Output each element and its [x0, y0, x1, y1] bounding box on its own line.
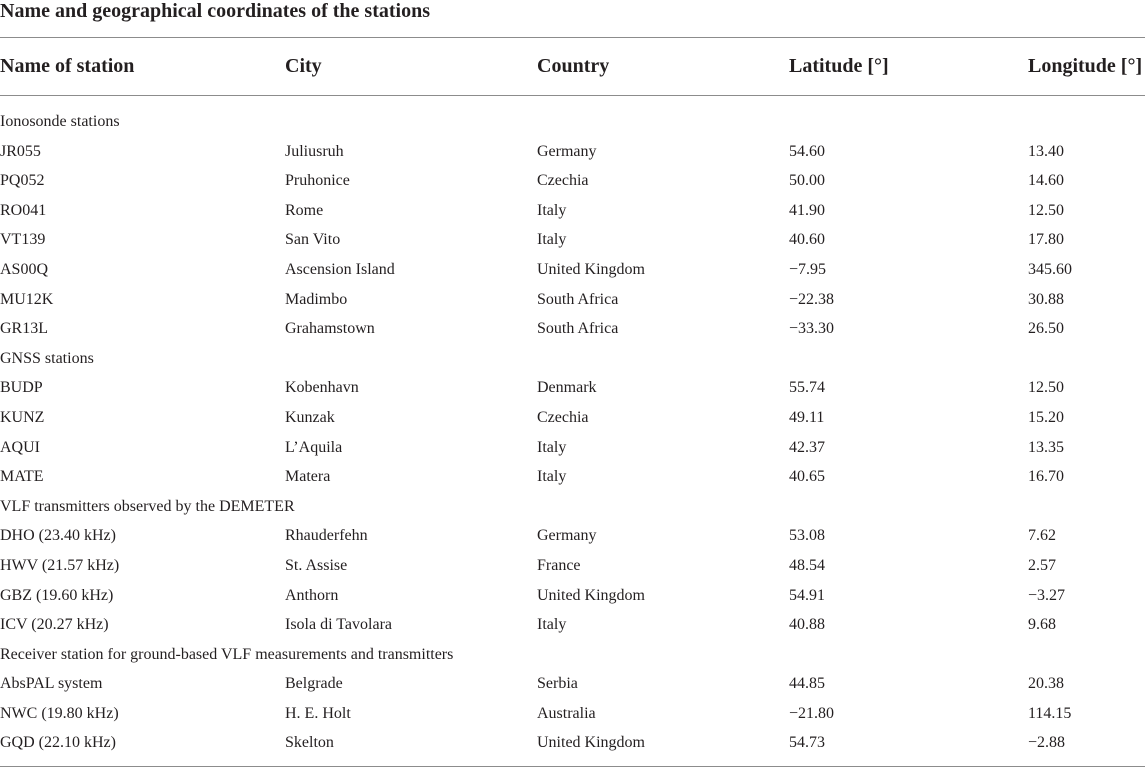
city-cell: Pruhonice: [285, 172, 350, 190]
table-row: [0, 196, 1145, 226]
longitude-cell: −3.27: [1028, 586, 1066, 604]
table-row: [0, 610, 1145, 640]
latitude-cell: 44.85: [789, 675, 825, 693]
latitude-cell: −7.95: [789, 260, 827, 278]
group-header-row: [0, 344, 1145, 374]
station-name-cell: GBZ (19.60 kHz): [0, 586, 114, 604]
table-row: [0, 581, 1145, 611]
country-cell: Italy: [537, 231, 567, 249]
city-cell: Matera: [285, 468, 331, 486]
country-cell: Germany: [537, 142, 597, 160]
table-row: [0, 137, 1145, 167]
station-name-cell: JR055: [0, 142, 41, 160]
latitude-cell: 40.60: [789, 231, 825, 249]
city-cell: L’Aquila: [285, 438, 343, 456]
table-row: [0, 521, 1145, 551]
station-name-cell: PQ052: [0, 172, 45, 190]
table-row: [0, 699, 1145, 729]
city-cell: Grahamstown: [285, 320, 375, 338]
table-row: [0, 728, 1145, 758]
table-row: [0, 166, 1145, 196]
latitude-cell: 54.60: [789, 142, 825, 160]
header-rule: [0, 95, 1145, 96]
city-cell: Isola di Tavolara: [285, 616, 392, 634]
longitude-cell: 26.50: [1028, 320, 1064, 338]
longitude-cell: 13.40: [1028, 142, 1064, 160]
country-cell: Italy: [537, 201, 567, 219]
country-cell: United Kingdom: [537, 260, 645, 278]
city-cell: Kunzak: [285, 408, 335, 426]
group-header-row: [0, 640, 1145, 670]
station-name-cell: GR13L: [0, 320, 48, 338]
station-name-cell: NWC (19.80 kHz): [0, 704, 119, 722]
country-cell: South Africa: [537, 320, 619, 338]
table-row: [0, 551, 1145, 581]
station-name-cell: MATE: [0, 468, 44, 486]
country-cell: South Africa: [537, 290, 619, 308]
latitude-cell: 48.54: [789, 556, 825, 574]
table-header: [0, 38, 1145, 95]
header-latitude: Latitude [°]: [789, 55, 889, 77]
country-cell: United Kingdom: [537, 734, 645, 752]
latitude-cell: 55.74: [789, 379, 825, 397]
station-name-cell: KUNZ: [0, 408, 45, 426]
latitude-cell: −22.38: [789, 290, 835, 308]
header-longitude: Longitude [°]: [1028, 55, 1143, 77]
group-header-row: [0, 492, 1145, 522]
latitude-cell: 54.91: [789, 586, 825, 604]
city-cell: Rhauderfehn: [285, 527, 368, 545]
country-cell: France: [537, 556, 581, 574]
longitude-cell: 9.68: [1028, 616, 1056, 634]
station-name-cell: AbsPAL system: [0, 675, 103, 693]
table-row: [0, 255, 1145, 285]
table-row: [0, 669, 1145, 699]
latitude-cell: 41.90: [789, 201, 825, 219]
station-name-cell: DHO (23.40 kHz): [0, 527, 116, 545]
country-cell: Australia: [537, 704, 596, 722]
longitude-cell: 17.80: [1028, 231, 1064, 249]
table-row: [0, 403, 1145, 433]
header-name-of-station: Name of station: [0, 55, 135, 77]
country-cell: Germany: [537, 527, 597, 545]
latitude-cell: 40.88: [789, 616, 825, 634]
station-name-cell: ICV (20.27 kHz): [0, 616, 109, 634]
country-cell: United Kingdom: [537, 586, 645, 604]
latitude-cell: 40.65: [789, 468, 825, 486]
group-title: VLF transmitters observed by the DEMETER: [0, 497, 295, 515]
longitude-cell: 114.15: [1028, 704, 1072, 722]
country-cell: Italy: [537, 438, 567, 456]
longitude-cell: 16.70: [1028, 468, 1064, 486]
city-cell: San Vito: [285, 231, 341, 249]
station-name-cell: RO041: [0, 201, 47, 219]
longitude-cell: 345.60: [1028, 260, 1072, 278]
city-cell: Rome: [285, 201, 324, 219]
station-name-cell: AS00Q: [0, 260, 49, 278]
longitude-cell: 13.35: [1028, 438, 1064, 456]
country-cell: Italy: [537, 616, 567, 634]
longitude-cell: 12.50: [1028, 379, 1064, 397]
table-row: [0, 285, 1145, 315]
table-row: [0, 462, 1145, 492]
city-cell: Ascension Island: [285, 260, 395, 278]
longitude-cell: 2.57: [1028, 556, 1056, 574]
table-row: [0, 225, 1145, 255]
latitude-cell: 53.08: [789, 527, 825, 545]
city-cell: H. E. Holt: [285, 704, 351, 722]
station-name-cell: GQD (22.10 kHz): [0, 734, 116, 752]
group-header-row: [0, 107, 1145, 137]
longitude-cell: −2.88: [1028, 734, 1066, 752]
country-cell: Italy: [537, 468, 567, 486]
country-cell: Czechia: [537, 408, 589, 426]
longitude-cell: 15.20: [1028, 408, 1064, 426]
station-name-cell: HWV (21.57 kHz): [0, 556, 120, 574]
city-cell: Skelton: [285, 734, 334, 752]
station-name-cell: MU12K: [0, 290, 54, 308]
station-name-cell: AQUI: [0, 438, 40, 456]
city-cell: Anthorn: [285, 586, 339, 604]
table-row: [0, 373, 1145, 403]
table-body: [0, 107, 1145, 758]
city-cell: Belgrade: [285, 675, 343, 693]
station-name-cell: BUDP: [0, 379, 43, 397]
longitude-cell: 20.38: [1028, 675, 1064, 693]
station-name-cell: VT139: [0, 231, 46, 249]
latitude-cell: −21.80: [789, 704, 835, 722]
longitude-cell: 7.62: [1028, 527, 1056, 545]
city-cell: Kobenhavn: [285, 379, 359, 397]
country-cell: Serbia: [537, 675, 578, 693]
country-cell: Czechia: [537, 172, 589, 190]
latitude-cell: 54.73: [789, 734, 825, 752]
header-city: City: [285, 55, 322, 77]
group-title: GNSS stations: [0, 349, 94, 367]
city-cell: St. Assise: [285, 556, 348, 574]
table-row: [0, 314, 1145, 344]
table-caption: Name and geographical coordinates of the stations: [0, 0, 430, 22]
country-cell: Denmark: [537, 379, 597, 397]
latitude-cell: 42.37: [789, 438, 825, 456]
city-cell: Juliusruh: [285, 142, 344, 160]
longitude-cell: 12.50: [1028, 201, 1064, 219]
table-row: [0, 433, 1145, 463]
longitude-cell: 14.60: [1028, 172, 1064, 190]
header-country: Country: [537, 55, 610, 77]
latitude-cell: 49.11: [789, 408, 825, 426]
bottom-rule: [0, 766, 1145, 767]
latitude-cell: −33.30: [789, 320, 835, 338]
city-cell: Madimbo: [285, 290, 348, 308]
latitude-cell: 50.00: [789, 172, 825, 190]
longitude-cell: 30.88: [1028, 290, 1064, 308]
group-title: Receiver station for ground-based VLF measurements and transmitters: [0, 645, 454, 663]
group-title: Ionosonde stations: [0, 113, 120, 130]
